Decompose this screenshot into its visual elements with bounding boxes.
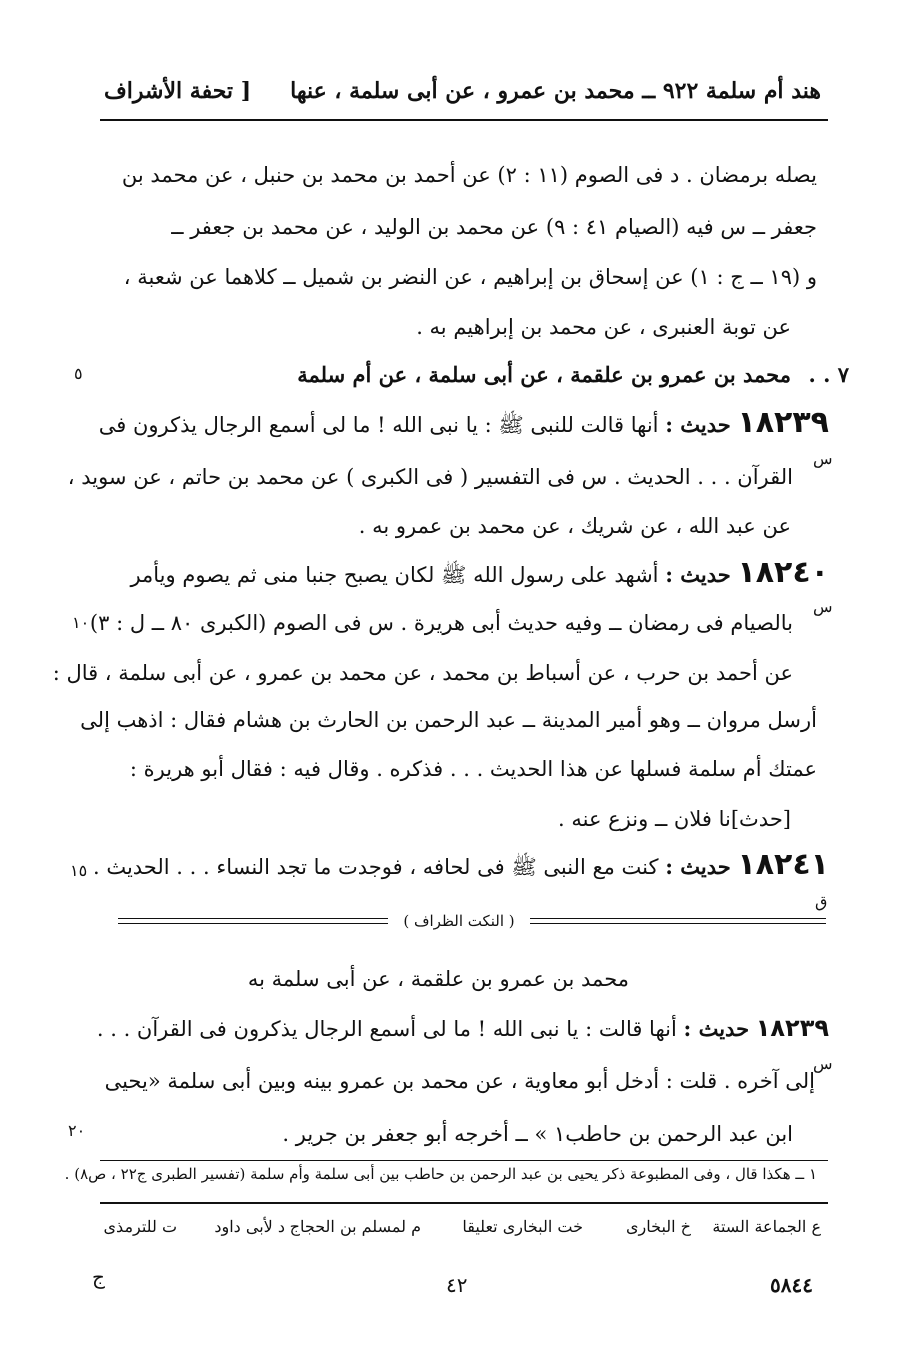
hadith-label: حديث :: [665, 562, 731, 587]
abbreviations-rule: [100, 1202, 828, 1204]
signature-mark: ج: [92, 1265, 105, 1289]
nukat-hadith-label: حديث :: [683, 1016, 750, 1041]
hadith-sigla: س: [813, 449, 833, 468]
paragraph1-line: عن توبة العنبرى ، عن محمد بن إبراهيم به .: [416, 315, 791, 339]
hadith-line: عن أحمد بن حرب ، عن أسباط بن محمد ، عن محمد بن عمرو ، عن أبى سلمة ، قال :: [52, 661, 793, 685]
hadith-number: ١٨٢٣٩: [737, 405, 829, 440]
nukat-heading: محمد بن عمرو بن علقمة ، عن أبى سلمة به: [247, 967, 629, 991]
abbreviation-item: خ البخارى: [625, 1217, 691, 1236]
divider-rule-right: [530, 918, 826, 919]
hadith-number: ١٨٢٤١: [737, 847, 829, 882]
margin-line-number: ٥: [74, 364, 83, 383]
abbreviation-item: ت للترمذى: [103, 1217, 177, 1236]
abbreviation-item: د لأبى داود: [214, 1217, 285, 1236]
paragraph1-line: و (١٩ ــ ج : ١) عن إسحاق بن إبراهيم ، عن النضر بن شميل ــ كلاهما عن شعبة ،: [123, 265, 817, 289]
nukat-hadith-line: إلى آخره . قلت : أدخل أبو معاوية ، عن محمد بن عمرو بينه وبين أبى سلمة «يحيى: [104, 1069, 815, 1093]
abbreviation-item: م لمسلم بن الحجاج: [289, 1217, 421, 1236]
nukat-hadith-sigla: س: [813, 1054, 833, 1073]
hadith-line: القرآن . . . الحديث . س فى التفسير ( فى الكبرى ) عن محمد بن حاتم ، عن سويد ،: [67, 465, 793, 489]
divider-title: ( النكت الظراف ): [403, 912, 515, 930]
nukat-hadith-line: ابن عبد الرحمن بن حاطب١ » ــ أخرجه أبو جعفر بن جرير .: [282, 1122, 793, 1146]
page-number: ٤٢: [446, 1273, 468, 1297]
divider-rule-left: [118, 918, 388, 919]
book-title: [ تحفة الأشراف: [104, 78, 252, 104]
hadith-number: ١٨٢٤٠: [737, 555, 829, 590]
hadith-line: بالصيام فى رمضان ــ وفيه حديث أبى هريرة . س فى الصوم (الكبرى ٨٠ ــ ل : ٣): [89, 611, 793, 635]
hadith-header: [92, 847, 829, 882]
divider-rule-right: [530, 923, 826, 924]
hadith-sigla: س: [813, 597, 833, 616]
hadith-text: كنت مع النبى ﷺ فى لحافه ، فوجدت ما تجد النساء . . . الحديث .: [92, 855, 659, 879]
paragraph1-line: يصله برمضان . د فى الصوم (١١ : ٢) عن أحمد بن محمد بن حنبل ، عن محمد بن: [121, 163, 817, 187]
hadith-text: أنها قالت للنبى ﷺ : يا نبى الله ! ما لى أسمع الرجال يذكرون فى: [98, 413, 659, 437]
section-number: ٧ . .: [808, 362, 849, 387]
abbreviation-item: ع الجماعة الستة: [712, 1217, 821, 1236]
hadith-line: [حدث]نا فلان ــ ونزع عنه .: [558, 807, 791, 831]
margin-line-number: ١٠: [72, 613, 90, 632]
section-title: محمد بن عمرو بن علقمة ، عن أبى سلمة ، عن أم سلمة: [297, 362, 791, 387]
hadith-line: أرسل مروان ــ وهو أمير المدينة ــ عبد الرحمن بن الحارث بن هشام فقال : اذهب إلى: [80, 708, 817, 732]
hadith-sigla: ق: [815, 892, 828, 911]
hadith-header: [98, 405, 829, 440]
hadith-line: عمتك أم سلمة فسلها عن هذا الحديث . . . فذكره . وقال فيه : فقال أبو هريرة :: [129, 757, 817, 781]
footnote: ١ ــ هكذا قال ، وفى المطبوعة ذكر يحيى بن عبد الرحمن بن حاطب بين أبى سلمة وأم سلمة (تفسير الطبرى ج٢٢ ، ص٨) .: [64, 1165, 817, 1183]
nukat-hadith-number: ١٨٢٣٩: [755, 1014, 829, 1042]
divider-rule-left: [118, 923, 388, 924]
margin-line-number: ١٥: [70, 861, 88, 880]
hadith-label: حديث :: [665, 854, 731, 879]
header-rule: [100, 119, 828, 121]
paragraph1-line: جعفر ــ س فيه (الصيام ٤١ : ٩) عن محمد بن الوليد ، عن محمد بن جعفر ــ: [171, 215, 817, 239]
nukat-hadith-header: [97, 1013, 829, 1044]
hadith-text: أشهد على رسول الله ﷺ لكان يصبح جنبا منى ثم يصوم ويأمر: [130, 563, 659, 587]
abbreviation-item: خت البخارى تعليقا: [462, 1217, 583, 1236]
nukat-hadith-text: أنها قالت : يا نبى الله ! ما لى أسمع الرجال يذكرون فى القرآن . . .: [96, 1017, 677, 1041]
margin-line-number: ٢٠: [68, 1121, 86, 1140]
volume-number: ٥٨٤٤: [770, 1273, 813, 1297]
hadith-header: [130, 555, 829, 590]
hadith-line: عن عبد الله ، عن شريك ، عن محمد بن عمرو به .: [358, 514, 791, 538]
hadith-label: حديث :: [665, 412, 731, 437]
running-title: هند أم سلمة ٩٢٢ ــ محمد بن عمرو ، عن أبى سلمة ، عنها: [290, 78, 821, 104]
footnote-rule: [100, 1160, 828, 1161]
